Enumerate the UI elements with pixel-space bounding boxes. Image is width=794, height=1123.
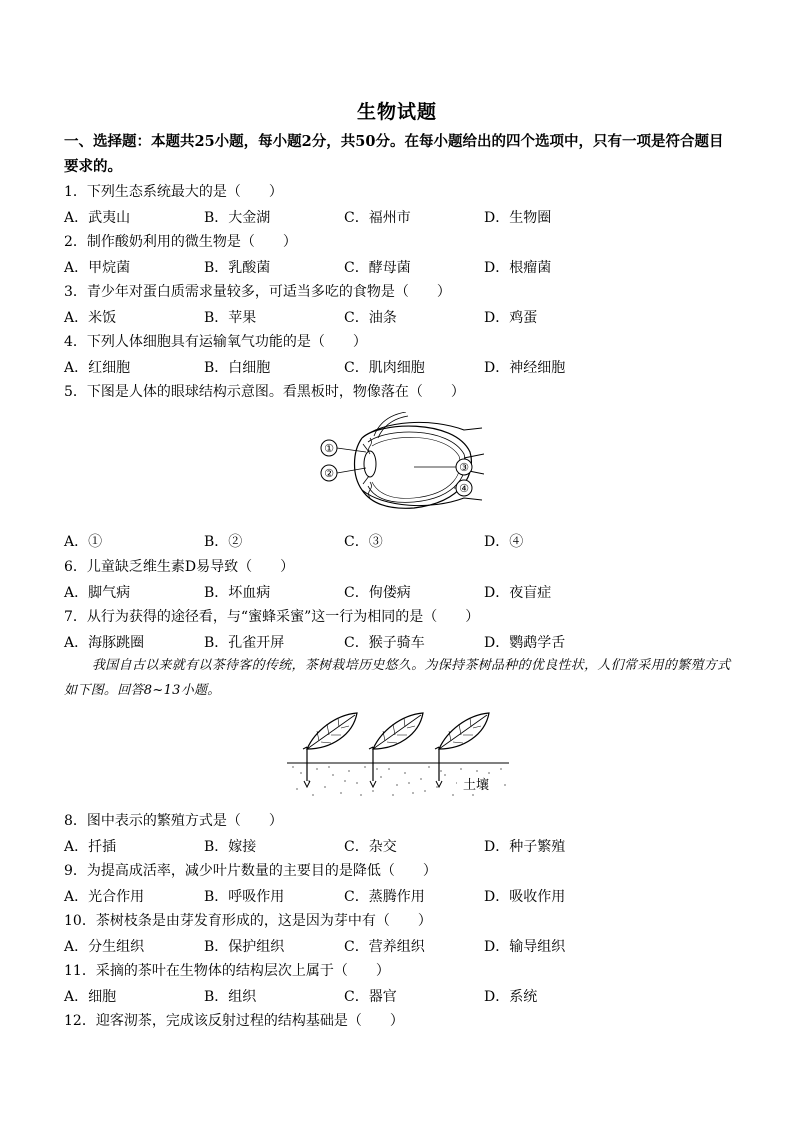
section-heading: 一、选择题：本题共25小题，每小题2分，共50分。在每小题给出的四个选项中，只有一项是符合题目要求的。 bbox=[64, 133, 724, 175]
q6-option-a: A．脚气病 bbox=[64, 585, 131, 601]
q10-option-b: B．保护组织 bbox=[204, 939, 285, 955]
q6-option-d: D．夜盲症 bbox=[484, 585, 552, 601]
q11-option-c: C．器官 bbox=[344, 989, 397, 1005]
q5-option-b: B．② bbox=[204, 534, 243, 550]
q4-option-d: D．神经细胞 bbox=[484, 360, 566, 376]
q5-option-c: C．③ bbox=[344, 534, 383, 550]
q1-option-d: D．生物圈 bbox=[484, 210, 552, 226]
q2-option-c: C．酵母菌 bbox=[344, 260, 411, 276]
soil-label: 土壤 bbox=[462, 778, 490, 793]
eye-label-1: ① bbox=[324, 442, 334, 455]
q3-option-b: B．苹果 bbox=[204, 310, 257, 326]
q7-option-c: C．猴子骑车 bbox=[344, 635, 425, 651]
question-2: 2．制作酸奶利用的微生物是（ ） bbox=[64, 234, 297, 250]
q4-option-b: B．白细胞 bbox=[204, 360, 271, 376]
q8-option-b: B．嫁接 bbox=[204, 839, 257, 855]
question-8: 8．图中表示的繁殖方式是（ ） bbox=[64, 813, 283, 829]
q3-option-a: A．米饭 bbox=[64, 310, 117, 326]
question-7: 7．从行为获得的途径看，与“蜜蜂采蜜”这一行为相同的是（ ） bbox=[64, 609, 480, 625]
question-1: 1．下列生态系统最大的是（ ） bbox=[64, 184, 283, 200]
eye-label-2: ② bbox=[324, 467, 334, 480]
q8-option-a: A．扦插 bbox=[64, 839, 117, 855]
page-title: 生物试题 bbox=[356, 101, 437, 123]
q5-option-d: D．④ bbox=[484, 534, 524, 550]
q8-option-c: C．杂交 bbox=[344, 839, 397, 855]
question-10: 10．茶树枝条是由芽发育形成的，这是因为芽中有（ ） bbox=[64, 913, 432, 929]
q3-option-d: D．鸡蛋 bbox=[484, 310, 538, 326]
q6-option-b: B．坏血病 bbox=[204, 585, 271, 601]
q8-option-d: D．种子繁殖 bbox=[484, 839, 566, 855]
question-5: 5．下图是人体的眼球结构示意图。看黑板时，物像落在（ ） bbox=[64, 384, 465, 400]
question-6: 6．儿童缺乏维生素D易导致（ ） bbox=[64, 559, 295, 575]
question-9: 9．为提高成活率，减少叶片数量的主要目的是降低（ ） bbox=[64, 863, 437, 879]
q5-option-a: A．① bbox=[64, 534, 103, 550]
question-4: 4．下列人体细胞具有运输氧气功能的是（ ） bbox=[64, 334, 367, 350]
q2-option-d: D．根瘤菌 bbox=[484, 260, 552, 276]
question-3: 3．青少年对蛋白质需求量较多，可适当多吃的食物是（ ） bbox=[64, 284, 451, 300]
q2-option-b: B．乳酸菌 bbox=[204, 260, 271, 276]
eye-label-4: ④ bbox=[459, 482, 469, 495]
q9-option-b: B．呼吸作用 bbox=[204, 889, 285, 905]
eye-label-3: ③ bbox=[459, 461, 469, 474]
q4-option-a: A．红细胞 bbox=[64, 360, 131, 376]
q9-option-c: C．蒸腾作用 bbox=[344, 889, 425, 905]
q9-option-a: A．光合作用 bbox=[64, 889, 145, 905]
eyeball-diagram bbox=[314, 412, 484, 514]
q7-option-a: A．海豚跳圈 bbox=[64, 635, 145, 651]
q1-option-b: B．大金湖 bbox=[204, 210, 271, 226]
q1-option-a: A．武夷山 bbox=[64, 210, 131, 226]
q10-option-d: D．输导组织 bbox=[484, 939, 566, 955]
q11-option-a: A．细胞 bbox=[64, 989, 117, 1005]
q11-option-b: B．组织 bbox=[204, 989, 257, 1005]
q7-option-d: D．鹦鹉学舌 bbox=[484, 635, 566, 651]
q10-option-c: C．营养组织 bbox=[344, 939, 425, 955]
q3-option-c: C．油条 bbox=[344, 310, 397, 326]
q2-option-a: A．甲烷菌 bbox=[64, 260, 131, 276]
q4-option-c: C．肌肉细胞 bbox=[344, 360, 425, 376]
cutting-propagation-diagram bbox=[287, 711, 509, 799]
question-12: 12．迎客沏茶，完成该反射过程的结构基础是（ ） bbox=[64, 1013, 404, 1029]
q7-option-b: B．孔雀开屏 bbox=[204, 635, 285, 651]
question-11: 11．采摘的茶叶在生物体的结构层次上属于（ ） bbox=[64, 963, 390, 979]
q1-option-c: C．福州市 bbox=[344, 210, 411, 226]
q6-option-c: C．佝偻病 bbox=[344, 585, 411, 601]
q11-option-d: D．系统 bbox=[484, 989, 538, 1005]
q10-option-a: A．分生组织 bbox=[64, 939, 145, 955]
passage-intro: 我国自古以来就有以茶待客的传统，茶树栽培历史悠久。为保持茶树品种的优良性状，人们常采用的繁殖方式如下图。回答8~13小题。 bbox=[64, 658, 731, 698]
q9-option-d: D．吸收作用 bbox=[484, 889, 566, 905]
